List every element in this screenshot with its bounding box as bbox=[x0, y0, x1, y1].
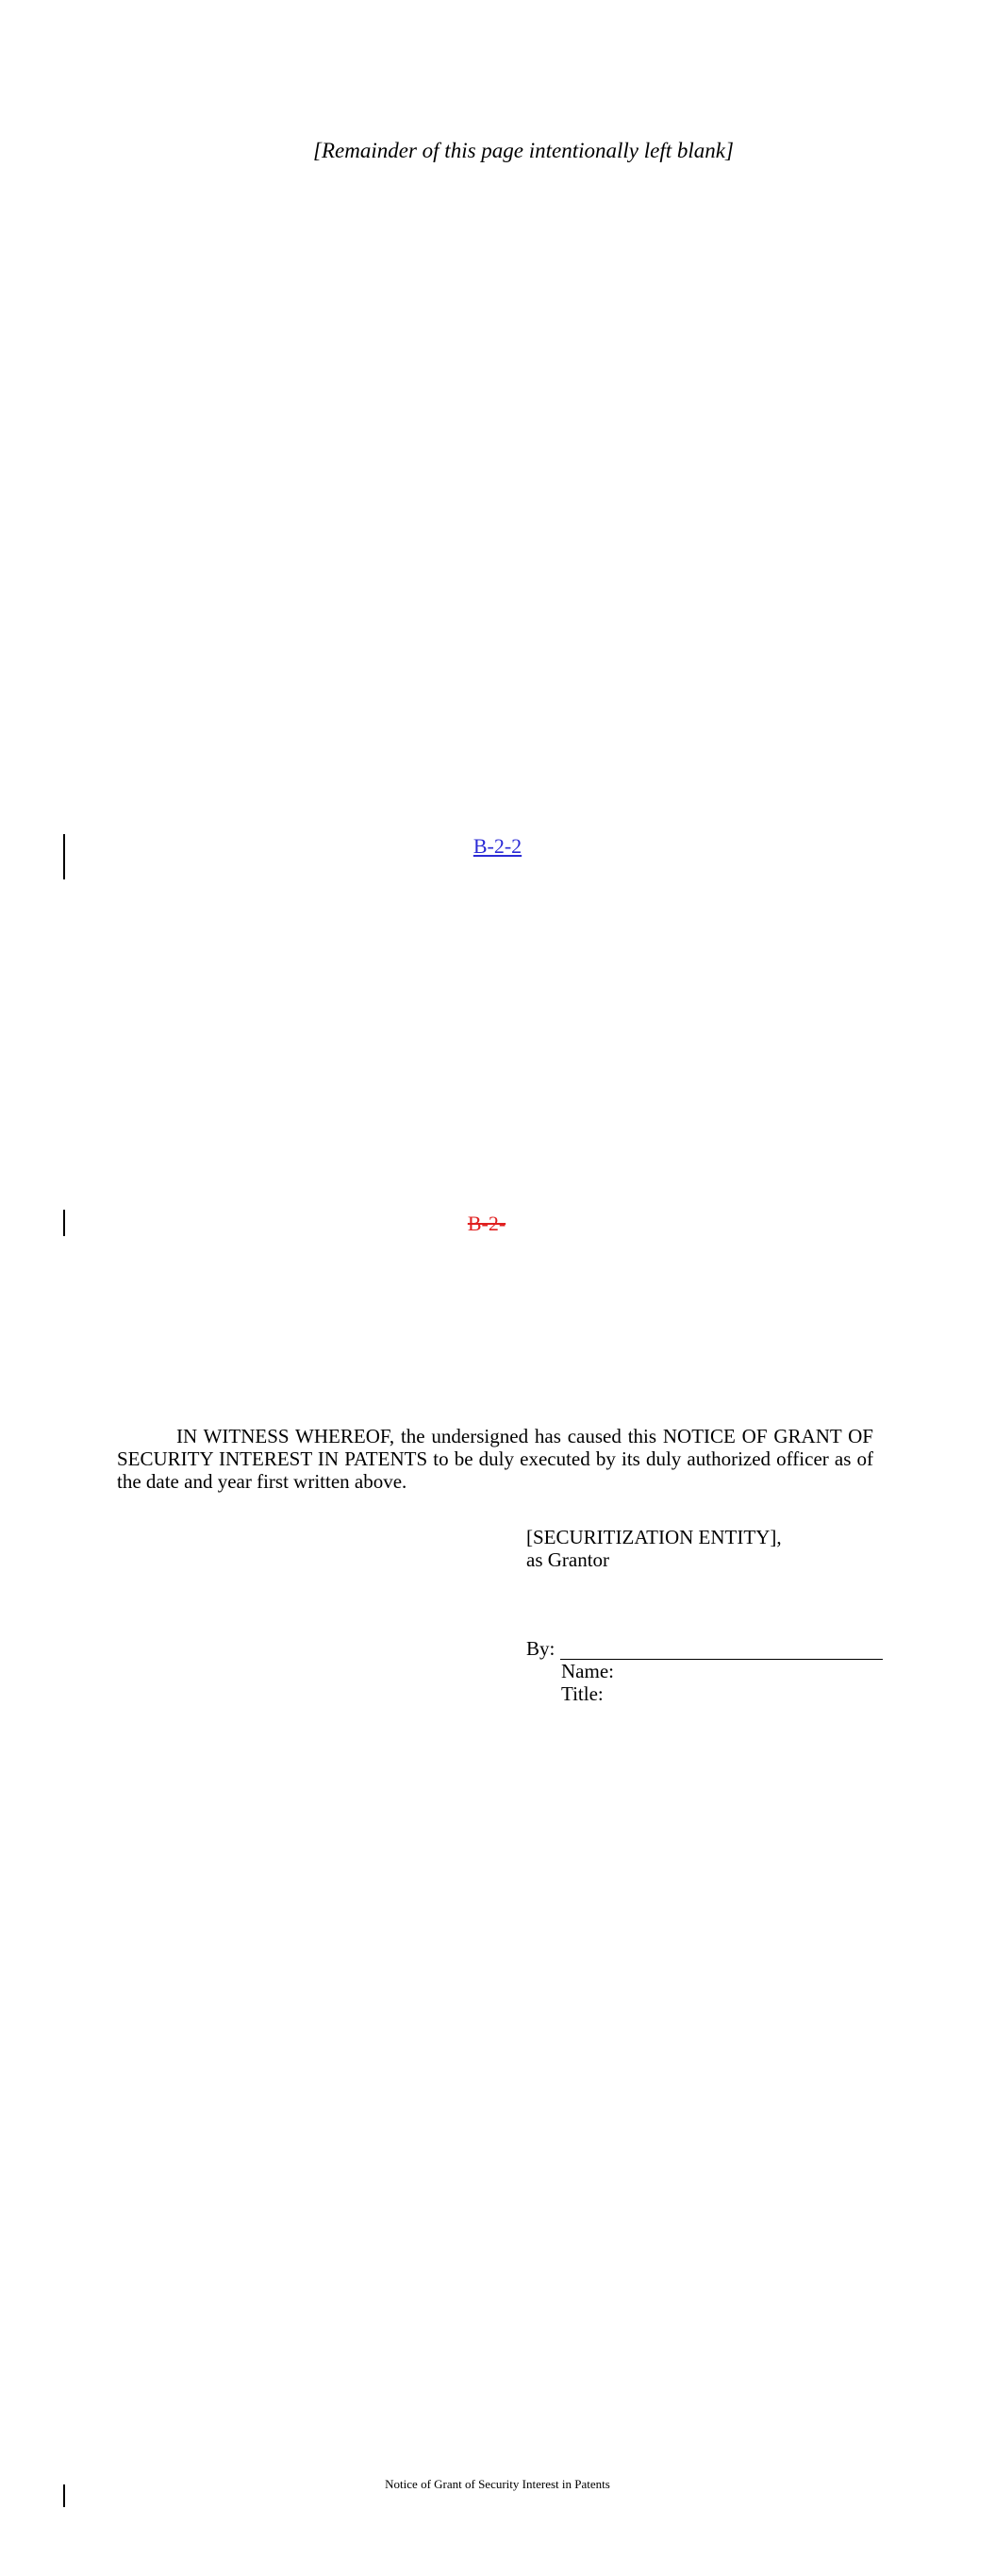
signature-by-row bbox=[526, 1637, 883, 1660]
signature-by-label: By: bbox=[526, 1637, 556, 1660]
page-number-deleted: B-2- bbox=[467, 1212, 506, 1235]
change-bar bbox=[63, 2484, 65, 2507]
signature-role: as Grantor bbox=[526, 1548, 610, 1571]
page-number-inserted: B-2-2 bbox=[473, 834, 522, 858]
signature-entity: [SECURITIZATION ENTITY], bbox=[526, 1526, 782, 1548]
signature-name-label: Name: bbox=[561, 1660, 614, 1682]
signature-title-label: Title: bbox=[561, 1682, 604, 1705]
blank-page-note: [Remainder of this page intentionally left blank] bbox=[313, 139, 734, 162]
page-footer: Notice of Grant of Security Interest in Patents bbox=[385, 2477, 610, 2491]
witness-paragraph: IN WITNESS WHEREOF, the undersigned has caused this NOTICE OF GRANT OF SECURITY INTEREST IN PATENTS to be duly executed by its duly authorized officer as of the date and year first written above. bbox=[117, 1425, 873, 1493]
signature-line bbox=[560, 1640, 883, 1660]
